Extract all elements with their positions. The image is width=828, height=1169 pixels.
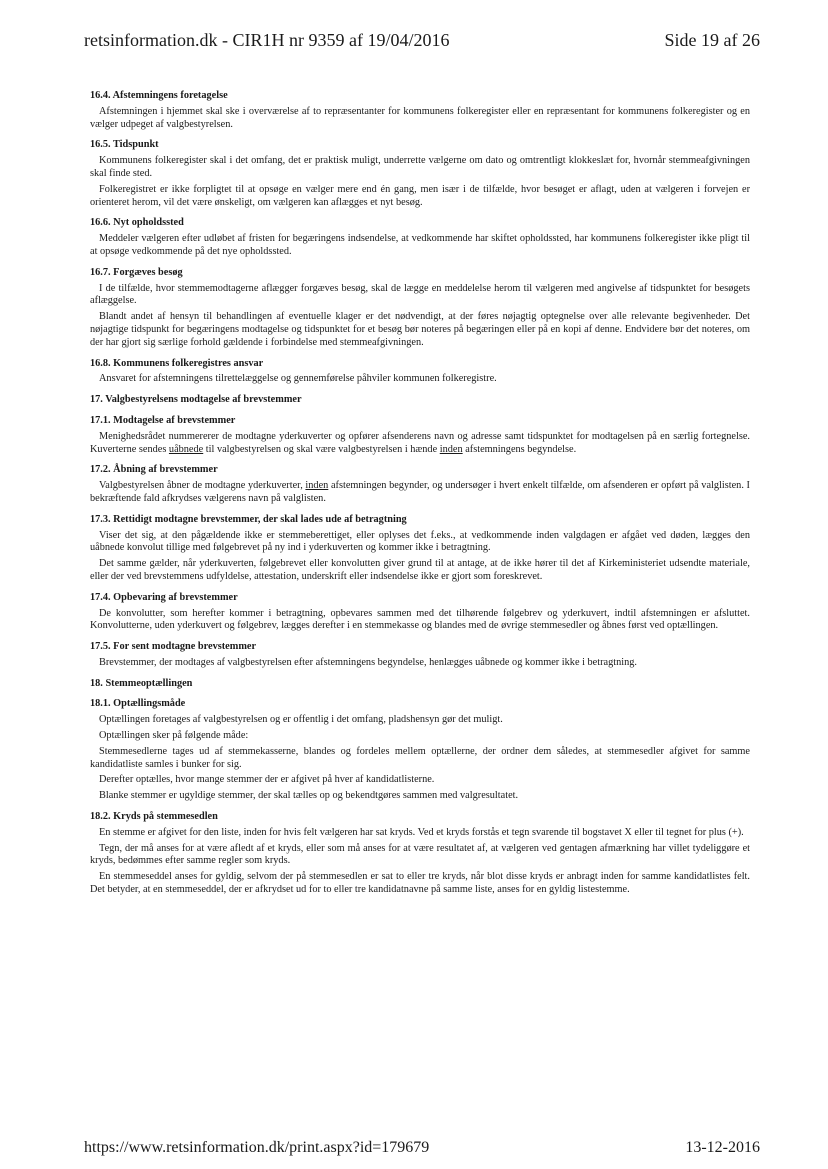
section-heading: 17.5. For sent modtagne brevstemmer: [90, 641, 257, 653]
section-17-4: [90, 592, 750, 633]
section-17-1: [90, 415, 750, 456]
paragraph: Optællingen sker på følgende måde:: [99, 730, 249, 742]
section-heading: 17.4. Opbevaring af brevstemmer: [90, 591, 238, 603]
page-header: [84, 30, 760, 54]
section-16-7: [90, 267, 750, 350]
paragraph: Det samme gælder, når yderkuverten, følgebrevet eller konvolutten giver grund til at antage, at de ikke hører til det af Kirkeministeriet udsendte materiale, eller der ved brevstemmens udfyldelse, attestation, underskrift eller indsendelse ikke er gjort som foreskrevet.: [90, 558, 750, 582]
underlined-text: inden: [439, 443, 463, 455]
paragraph: Ansvaret for afstemningens tilrettelæggelse og gennemførelse påhviler kommunen folkeregistre.: [99, 373, 497, 385]
section-heading: 16.5. Tidspunkt: [90, 139, 159, 151]
text-run: Valgbestyrelsen åbner de modtagne yderkuverter,: [99, 480, 306, 492]
section-17: [90, 394, 750, 407]
section-heading: 16.8. Kommunens folkeregistres ansvar: [90, 357, 264, 369]
section-heading: 16.6. Nyt opholdssted: [90, 217, 184, 229]
paragraph: [90, 480, 750, 506]
section-16-5: [90, 139, 750, 209]
section-heading: 17.1. Modtagelse af brevstemmer: [90, 414, 236, 426]
paragraph: Derefter optælles, hvor mange stemmer der er afgivet på hver af kandidatlisterne.: [99, 774, 435, 786]
paragraph: En stemmeseddel anses for gyldig, selvom der på stemmesedlen er sat to eller tre kryds, når blot disse kryds er anbragt inden for samme kandidatlistes felt. Det betyder, at en stemmeseddel, der er afkrydset ud for to eller tre kandidatnavne på samme liste, anses for en gyldig listestemme.: [90, 871, 750, 896]
paragraph: De konvolutter, som herefter kommer i betragtning, opbevares sammen med det tilhørende følgebrev og yderkuvert, indtil afstemningen er afsluttet. Konvolutterne, uden yderkuvert og følgebrev, lægges derefter i en stemmekasse og blandes med de øvrige stemmesedler og åbnes først ved optællingen.: [90, 607, 750, 632]
chapter-heading: 18. Stemmeoptællingen: [90, 677, 193, 689]
section-heading: 16.7. Forgæves besøg: [90, 266, 183, 278]
section-heading: 18.1. Optællingsmåde: [90, 698, 186, 710]
paragraph: Viser det sig, at den pågældende ikke er stemmeberettiget, eller oplyses det f.eks., at vedkommende inden valgdagen er afgået ved døden, lægges den uåbnede konvolut tillige med følgebrevet på ny ind i yderkuverten og kommer ikke i betragtning.: [90, 529, 750, 554]
section-18-1: [90, 698, 750, 803]
source-url: https://www.retsinformation.dk/print.aspx?id=179679: [84, 1139, 430, 1156]
section-heading: 18.2. Kryds på stemmesedlen: [90, 811, 218, 823]
section-heading: 16.4. Afstemningens foretagelse: [90, 90, 228, 101]
document-title: retsinformation.dk - CIR1H nr 9359 af 19/04/2016: [84, 30, 450, 50]
section-17-2: [90, 464, 750, 505]
paragraph: Brevstemmer, der modtages af valgbestyrelsen efter afstemningens begyndelse, henlægges uåbnede og kommer ikke i betragtning.: [99, 656, 638, 668]
text-run: afstemningen begynder, og undersøger i hvert enkelt tilfælde, om afsenderen er opført på valglisten. I bekræftende fald afkrydses vælgerens navn på valglisten.: [90, 480, 750, 504]
print-date: 13-12-2016: [685, 1139, 760, 1156]
paragraph: Afstemningen i hjemmet skal ske i overværelse af to repræsentanter for kommunens folkeregister eller en repræsentant for kommunens folkeregister og en vælger udpeget af valgbestyrelsen.: [90, 105, 750, 130]
paragraph: Stemmesedlerne tages ud af stemmekasserne, blandes og fordeles mellem optællerne, der ordner dem således, at stemmesedler afgivet for samme kandidatliste samles i bunker for sig.: [90, 745, 750, 770]
text-run: afstemningens begyndelse.: [462, 443, 577, 455]
underlined-text: inden: [305, 480, 329, 492]
section-16-6: [90, 217, 750, 258]
section-16-8: [90, 358, 750, 387]
section-heading: 17.3. Rettidigt modtagne brevstemmer, der skal lades ude af betragtning: [90, 513, 407, 525]
page-number: Side 19 af 26: [664, 30, 760, 50]
section-heading: 17.2. Åbning af brevstemmer: [90, 464, 218, 476]
text-run: til valgbestyrelsen og skal være valgbestyrelsen i hænde: [203, 443, 440, 455]
section-16-4: [90, 90, 750, 131]
paragraph: Kommunens folkeregister skal i det omfang, det er praktisk muligt, underrette vælgerne om dato og omtrentligt klokkeslæt for, hvornår stemmeafgivningen skal finde sted.: [90, 155, 750, 179]
document-body: [90, 90, 750, 905]
paragraph: [90, 431, 750, 457]
chapter-heading: 17. Valgbestyrelsens modtagelse af brevstemmer: [90, 394, 302, 406]
section-18: [90, 678, 750, 691]
text-run: Menighedsrådet nummererer de modtagne yderkuverter og opfører afsenderens navn og adresse samt tidspunktet for modtagelsen på en særlig fortegnelse. Kuverterne sendes: [90, 430, 750, 455]
paragraph: I de tilfælde, hvor stemmemodtagerne aflægger forgæves besøg, skal de lægge en meddelelse herom til vælgeren med angivelse af tidspunktet for besøgets aflæggelse.: [90, 282, 750, 307]
page-footer: [84, 1139, 760, 1161]
section-17-5: [90, 641, 750, 670]
paragraph: En stemme er afgivet for den liste, inden for hvis felt vælgeren har sat kryds. Ved et kryds forstås et tegn svarende til bogstavet X eller til tegnet for plus (+).: [99, 826, 744, 838]
paragraph: Optællingen foretages af valgbestyrelsen og er offentlig i det omfang, pladshensyn gør det muligt.: [99, 714, 503, 726]
underlined-text: uåbnede: [168, 443, 204, 455]
paragraph: Blanke stemmer er ugyldige stemmer, der skal tælles op og bekendtgøres sammen med valgresultatet.: [99, 790, 519, 802]
paragraph: Tegn, der må anses for at være afledt af et kryds, eller som må anses for at være resultatet af, at vælgeren ved gentagen afmærkning har villet tydeliggøre et kryds, bedømmes efter samme regler som kryds.: [90, 842, 750, 867]
paragraph: Folkeregistret er ikke forpligtet til at opsøge en vælger mere end én gang, men især i de tilfælde, hvor besøget er aflagt, uden at vælgeren i forvejen er orienteret herom, vil det være ønskeligt, om vælgeren kan aflægges et nyt besøg.: [90, 183, 750, 208]
section-17-3: [90, 514, 750, 584]
paragraph: Blandt andet af hensyn til behandlingen af eventuelle klager er det nødvendigt, at der føres nøjagtig optegnelse over alle relevante begivenheder. Det nøjagtige tidspunkt for begæringens modtagelse og tidspunktet for et besøg bør noteres på begæringen eller på en kopi af denne. Endvidere bør det noteres, om der har gjort sig særlige forhold gældende i forbindelse med stemmeafgivningen.: [90, 311, 750, 348]
section-18-2: [90, 811, 750, 897]
paragraph: Meddeler vælgeren efter udløbet af fristen for begæringens indsendelse, at vedkommende har skiftet opholdssted, har kommunens folkeregister ikke pligt til at opsøge vedkommende på det nye opholdssted.: [90, 233, 750, 257]
